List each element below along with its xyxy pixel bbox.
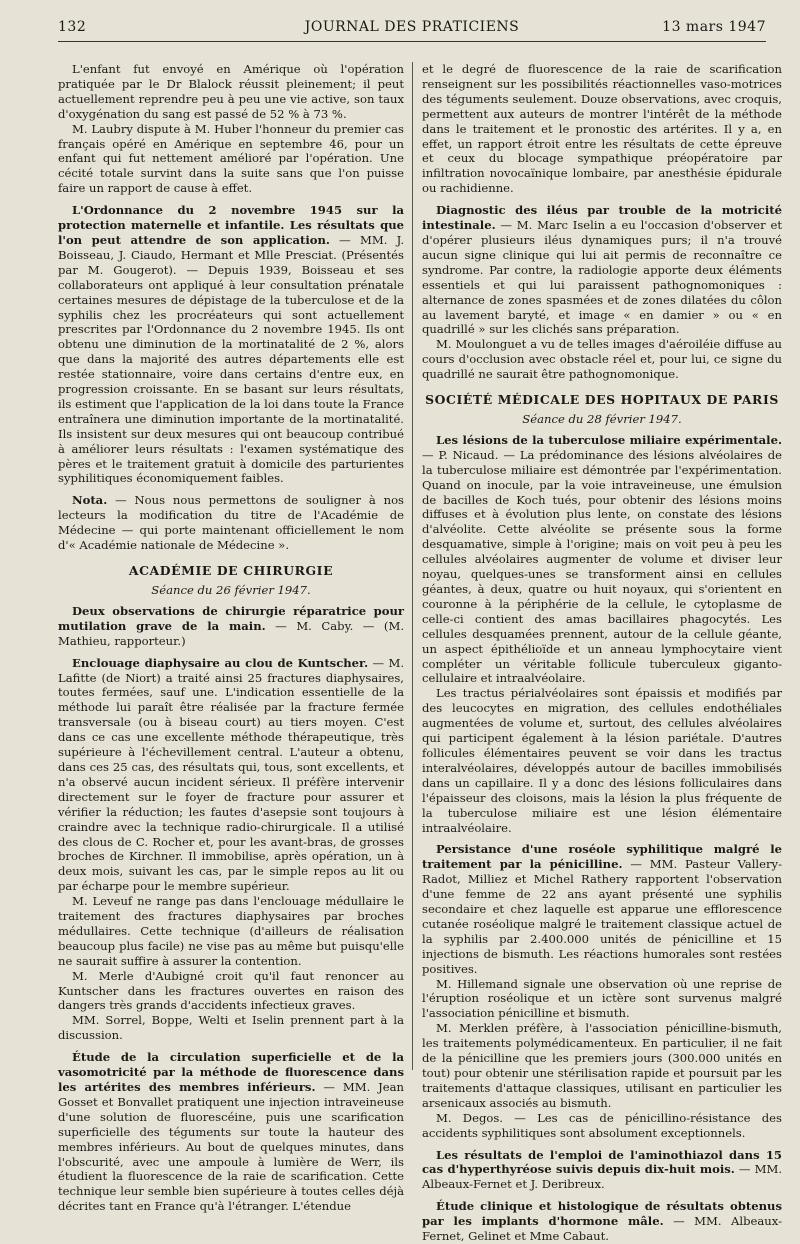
article-title: Les résultats de l'emploi de l'aminothiazol dans 15 cas d'hyperthyréose suivis depuis dix-huit mois. xyxy=(422,1147,782,1177)
article-title: Enclouage diaphysaire au clou de Kuntscher. xyxy=(72,655,369,670)
article-lesions-tuberculose xyxy=(422,433,782,686)
nota-text: — Nous nous permettons de souligner à nos lecteurs la modification du titre de l'Académie de Médecine — qui porte maintenant officiellement le nom d'« Académie nationale de Médecine ». xyxy=(58,493,405,553)
article-title: Étude clinique et histologique de résultats obtenus par les implants d'hormone mâle. xyxy=(422,1199,782,1229)
article-authors: — M. Caby. — (M. Mathieu, rapporteur.) xyxy=(58,618,405,648)
paragraph: M. Merle d'Aubigné croit qu'il faut renoncer au Kuntscher dans les fractures ouvertes en raison des dangers très grands d'accidents infectieux graves. xyxy=(58,968,404,1013)
seance-date: Séance du 26 février 1947. xyxy=(151,583,311,597)
article-authors: — MM. Albeaux-Fernet, Gelinet et Mme Cabaut. xyxy=(422,1214,783,1244)
seance-date: Séance du 28 février 1947. xyxy=(522,412,682,427)
article-etude-circulation xyxy=(58,1050,404,1214)
column-divider xyxy=(412,62,413,1070)
paragraph: L'enfant fut envoyé en Amérique où l'opération pratiquée par le Dr Blalock réussit pleinement; il peut actuellement reprendre peu à peu une vie active, son taux d'oxygénation du sang est passé de 52 % à 73 %. xyxy=(58,62,404,121)
article-text: — M. Lafitte (de Niort) a traité ainsi 25 fractures diaphysaires, toutes fermées, sauf une. L'indication essentielle de la méthode lui paraît être réalisée par la fracture fermée transversale (ou à biseau court) au tiers moyen. C'est dans ce cas une excellente méthode thérapeutique, très supérieure à l'échevillement central. L'auteur a obtenu, dans ces 25 cas, des résultats qui, tous, sont excellents, et n'a observé aucun incident sérieux. Il préfère intervenir directement sur le foyer de fracture pour assurer et vérifier la réduction; les fautes d'asepsie sont toujours à craindre avec la technique radio-chirurgicale. Il a utilisé des clous de C. Rocher et, pour les avant-bras, de grosses broches de Kirchner. Il immobilise, après opération, un à deux mois, suivant les cas, par le simple repos au lit ou par écharpe pour le membre supérieur. xyxy=(58,655,405,894)
article-title: Étude de la circulation superficielle et de la vasomotricité par la méthode de fluorescence dans les artérites des membres inférieurs. xyxy=(58,1050,404,1094)
left-column xyxy=(58,62,405,1214)
article-text: — M. Marc Iselin a eu l'occasion d'observer et d'opérer plusieurs iléus dynamiques purs; il n'a trouvé aucun signe clinique qui lui ait permis de reconnaître ce syndrome. Par contre, la radiologie apporte deux éléments essentiels et qui lui paraissent pathognomoniques : alternance de zones spasmées et de zones dilatées du côlon au lavement baryté, et image « en damier » ou « en quadrillé » sur les clichés sans préparation. xyxy=(422,218,782,337)
article-text: — P. Nicaud. — La prédominance des lésions alvéolaires de la tuberculose miliaire est démontrée par l'expérimentation. Quand on inocule, par la voie intraveineuse, une émulsion de bacilles de Koch tués, pour obtenir des lésions moins diffuses et à évolution plus lente, on constate des lésions d'alvéolite. Cette alvéolite se présente sous la forme desquamative, simple à l'origine; mais on voit peu à peu les cellules alvéolaires augmenter de volume et diviser leur noyau, quelques-unes se transforment ainsi en cellules géantes, à deux, quatre ou huit noyaux, qui s'orientent en couronne à la périphérie de la cellule, le cytoplasme de celle-ci contient des amas bacillaires phagocytés. Les cellules desquamées prennent, autour de la cellule géante, un aspect épithélioïde et un anneau lymphocytaire vient compléter un véritable follicule tuberculeux giganto-cellulaire et intraalvéolaire. xyxy=(422,447,782,686)
paragraph: M. Hillemand signale une observation où une reprise de l'éruption roséolique et un ictère sont survenus malgré l'association pénicilline et bismuth. xyxy=(422,976,782,1021)
article-title: L'Ordonnance du 2 novembre 1945 sur la protection maternelle et infantile. Les résultats que l'on peut attendre de son application. xyxy=(58,203,404,247)
paragraph: M. Laubry dispute à M. Huber l'honneur du premier cas français opéré en Amérique en septembre 46, pour un enfant qui fut nettement amélioré par l'opération. Une cécité totale survint dans la suite sans que l'on puisse faire un rapport de cause à effet. xyxy=(58,121,404,196)
article-title: Diagnostic des iléus par trouble de la motricité intestinale. xyxy=(422,203,782,233)
article-title: Deux observations de chirurgie réparatrice pour mutilation grave de la main. xyxy=(58,603,404,633)
article-title: Les lésions de la tuberculose miliaire expérimentale. xyxy=(436,432,782,447)
article-enclouage xyxy=(58,656,404,895)
page-number: 132 xyxy=(58,19,87,35)
article-deux-observations xyxy=(58,604,404,649)
article-authors: — MM. J. Boisseau, J. Ciaudo, Hermant et Mlle Presciat. (Présentés par M. Gougerot). xyxy=(58,232,405,277)
paragraph: et le degré de fluorescence de la raie de scarification renseignent sur les possibilités réactionnelles vaso-motrices des téguments seulement. Douze observations, avec croquis, permettent aux auteurs de montrer l'intérêt de la méthode dans le traitement et le pronostic des artérites. Il y a, en effet, un rapport étroit entre les résultats de cette épreuve et ceux du blocage sympathique préopératoire par infiltration novocaïnique lombaire, par anesthésie épidurale ou rachidienne. xyxy=(422,62,782,196)
section-heading-societe: SOCIÉTÉ MÉDICALE DES HOPITAUX DE PARIS xyxy=(425,392,779,408)
nota-label: Nota. xyxy=(72,493,108,508)
article-resultats-aminothiazol xyxy=(422,1148,782,1193)
issue-date: 13 mars 1947 xyxy=(662,19,766,35)
paragraph: M. Degos. — Les cas de pénicillino-résistance des accidents syphilitiques sont absolument exceptionnels. xyxy=(422,1110,782,1140)
journal-title: JOURNAL DES PRATICIENS xyxy=(304,19,520,35)
article-etude-implants xyxy=(422,1199,782,1244)
nota xyxy=(58,493,404,553)
article-title: Persistance d'une roséole syphilitique malgré le traitement par la pénicilline. xyxy=(422,842,782,872)
article-text: — MM. Jean Gosset et Bonvallet pratiquent une injection intraveineuse d'une solution de fluorescéine, puis une scarification superficielle des téguments sur toute la hauteur des membres inférieurs. Au bout de quelques minutes, dans l'obscurité, avec une ampoule à lumière de Werr, ils étudient la fluorescence de la raie de scarification. Cette technique leur semble bien supérieure à toutes celles déjà décrites tant en France qu'à l'étranger. L'étendue xyxy=(58,1080,405,1214)
right-column xyxy=(422,62,783,1244)
paragraph: Les tractus périalvéolaires sont épaissis et modifiés par des leucocytes en migration, des cellules endothéliales augmentées de volume et, surtout, des cellules alvéolaires qui participent également à la lésion pariétale. D'autres follicules élémentaires peuvent se voir dans les tractus interalvéolaires, développés autour de bacilles immobilisés dans un capillaire. Il y a donc des lésions folliculaires dans l'épaisseur des cloisons, mais la lésion la plus fréquente de la tuberculose miliaire est une lésion élémentaire intraalvéolaire. xyxy=(422,686,782,835)
article-text: — Depuis 1939, Boisseau et ses collaborateurs ont appliqué à leur consultation prénatale certaines mesures de dépistage de la tuberculose et de la syphilis chez les procréateurs qui sont actuellement prescrites par l'Ordonnance du 2 novembre 1945. Ils ont obtenu une diminution de la mortinatalité de 2 %, alors que dans la majorité des autres départements elle est restée stationnaire, voire dans certains d'entre eux, en progression croissante. En se basant sur leurs résultats, ils estiment que l'application de la loi dans toute la France entraînera une diminution importante de la mortinatalité. Ils insistent sur deux mesures qui ont beaucoup contribué à améliorer leurs résultats : l'examen systématique des pères et le traitement gratuit à domicile des parturientes syphilitiques économiquement faibles. xyxy=(58,262,404,486)
paragraph: M. Merklen préfère, à l'association pénicilline-bismuth, les traitements polymédicamenteux. En particulier, il ne fait de la pénicilline que les premiers jours (300.000 unités en tout) pour obtenir une stérilisation rapide et poursuit par les traitements d'attaque classiques, utilisant en particulier les arsenicaux associés au bismuth. xyxy=(422,1021,782,1110)
article-persistance-roseole xyxy=(422,842,782,976)
article-authors: — MM. Albeaux-Fernet et J. Deribreux. xyxy=(422,1162,783,1192)
article-ordonnance xyxy=(58,203,404,486)
paragraph: MM. Sorrel, Boppe, Welti et Iselin prennent part à la discussion. xyxy=(58,1013,404,1043)
page-header xyxy=(58,17,766,42)
article-diagnostic-ileus xyxy=(422,203,782,337)
article-text: — MM. Pasteur Vallery-Radot, Milliez et Michel Rathery rapportent l'observation d'une femme de 22 ans ayant présenté une syphilis secondaire et chez laquelle est apparue une efflorescence cutanée roséolique malgré le traitement classique actuel de la syphilis par 2.400.000 unités de pénicilline et 15 injections de bismuth. Les réactions humorales sont restées positives. xyxy=(422,857,782,976)
section-heading-academie: ACADÉMIE DE CHIRURGIE xyxy=(128,563,334,578)
paragraph: M. Leveuf ne range pas dans l'enclouage médullaire le traitement des fractures diaphysaires par broches médullaires. Cette technique (d'ailleurs de réalisation beaucoup plus facile) ne vise pas au même but puisqu'elle ne saurait suffire à assurer la contention. xyxy=(58,894,404,968)
paragraph: M. Moulonguet a vu de telles images d'aéroiléie diffuse au cours d'occlusion avec obstacle réel et, pour lui, ce signe du quadrillé ne saurait être pathognomonique. xyxy=(422,337,782,382)
